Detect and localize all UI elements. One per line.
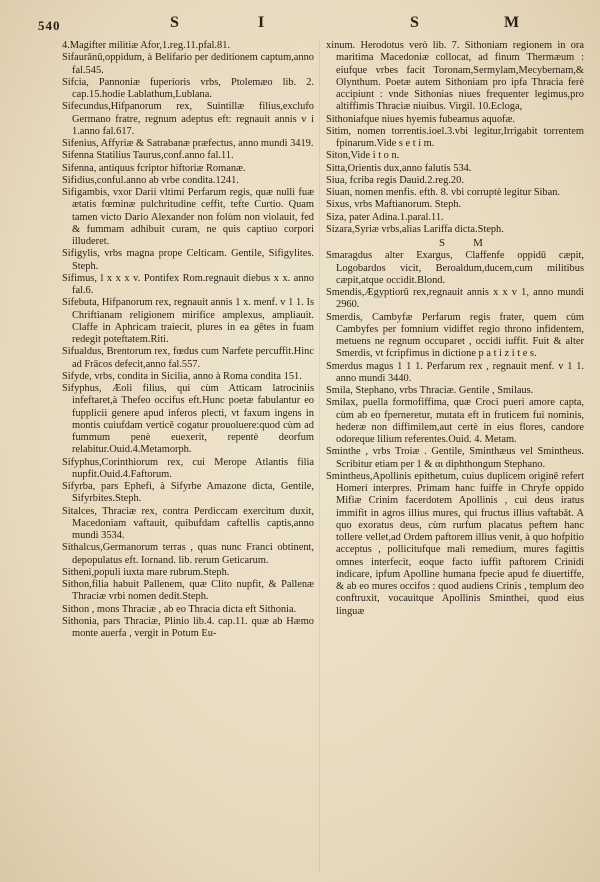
column-gutter [319, 40, 320, 872]
dictionary-entry: Sifenius, Affyriæ & Satrabanæ præfectus, anno mundi 3419. [62, 138, 314, 149]
dictionary-entry: Sifcia, Pannoniæ fuperioris vrbs, Ptolemæo lib. 2. cap.15.hodie Lablathum,Lublana. [62, 76, 314, 100]
dictionary-entry: Sifecundus,Hifpanorum rex, Suintillæ filius,exclufo Germano fratre, regnum adeptus eft: regnauit annis v i 1.anno fal.617. [62, 101, 314, 137]
dictionary-entry: Sifimus, l x x x v. Pontifex Rom.regnauit diebus x x. anno fal.6. [62, 272, 314, 296]
dictionary-entry: Sifyde, vrbs, condita in Sicilia, anno à Roma condita 151. [62, 370, 302, 382]
dictionary-entry: Sithalcus,Germanorum terras , quas nunc Franci obtinent, depopulatus eft. Iornand. lib. rerum Geticarum. [62, 542, 314, 566]
dictionary-entry: Sithon,filia habuit Pallenem, quæ Clito nupfit, & Pallenæ Thraciæ vrbi nomen dedit.Steph. [62, 579, 314, 603]
dictionary-entry: Sifigylis, vrbs magna prope Celticam. Gentile, Sifigylites. Steph. [62, 248, 314, 272]
dictionary-entry: Smerdis, Cambyfæ Perfarum regis frater, quem cùm Cambyfes per fomnium vidiffet regio throno infidentem, metuens ne regnum occuparet , occidi iuffit. Fuit & alter Smerdis, vt fcripfimus in dictione p a t i z i t e s. [326, 311, 584, 360]
dictionary-entry: Smaragdus alter Exargus, Claffenfe oppidū cæpit, Logobardos vicit, Beroaldum,ducem,cum militibus cæpit,atque occidit.Blond. [326, 250, 584, 286]
section-heading-sm [366, 237, 584, 249]
dictionary-entry: Smilax, puella formofiffima, quæ Croci pueri amore capta, cùm ab eo fperneretur, mutata eft in fruticem fui nominis, hederæ non diffimilem,aut certè in eius flores, candore odoreque lilium referentes.Ouid. 4. Metam. [326, 397, 584, 445]
dictionary-entry: Siuan, nomen menfis. efth. 8. vbi corruptè legitur Siban. [326, 187, 561, 198]
left-column [62, 40, 314, 874]
dictionary-entry: Sifidius,conful.anno ab vrbe condita.1241. [62, 174, 239, 186]
right-column-entries-si [326, 40, 584, 236]
dictionary-entry: xinum. Herodotus verò lib. 7. Sithoniam regionem in ora maritima Macedoniæ collocat, ad finum Thermæum : eiufque vrbes facit Toronam,Sermylam,Mecybernam,& Olynthum. Poetæ autem Sithoniam pro ipfa Thracia ferè accipiunt : vnde Sithonias niues frequenter legimus,pro altiffimis Thraciæ niuibus. Virgil. 10.Ecloga, [326, 40, 584, 113]
dictionary-entry: Sitheni,populi iuxta mare rubrum.Steph. [62, 566, 230, 578]
header-letter-left-2: I [258, 14, 266, 31]
dictionary-entry: Smintheus,Apollinis epithetum, cuius duplicem originē refert Homeri interpres. Primam hanc fuiffe in Chryfe oppido Mifiæ Crinim facerdotem Apollinis , cui deus iratus immifit in agros illius mures, qui fructus illius vaftabāt. A quo exoratus deus, cùm rurfum placatus peftem hanc tollere vellet,ad Ordem paftorem illius venit, à quo hofpitio acceptus , pollicitufque mali remedium, mures fagittis omnes interfecit, eoque facto iuffit paftorem Crinidi indicare, ipfum Apolline humana fpecie apud fe diuertiffe, & ab eo mures occifos : quod audiens Crinis , templum deo conftruxit, vocauitque Apollinis Sminthei, quod eius linguæ [326, 470, 584, 617]
header-letter-right-2: M [504, 14, 521, 31]
right-column-entries-sm [326, 250, 584, 618]
page-number: 540 [38, 18, 61, 33]
dictionary-entry: Sifaurānū,oppidum, à Belifario per deditionem captum,anno fal.545. [62, 52, 314, 76]
dictionary-entry: Sifenna, antiquus fcriptor hiftoriæ Romanæ. [62, 162, 246, 174]
dictionary-entry: Sitta,Orientis dux,anno falutis 534. [326, 162, 472, 174]
dictionary-entry: Sithoniafque niues hyemis fubeamus aquofæ. [326, 113, 516, 125]
header-letter-right-1: S [410, 14, 420, 31]
dictionary-entry: Sixus, vrbs Maftianorum. Steph. [326, 199, 462, 211]
dictionary-entry: Siua, fcriba regis Dauid.2.reg.20. [326, 174, 464, 186]
dictionary-entry: Smendis,Ægyptiorū rex,regnauit annis x x v 1, anno mundi 2960. [326, 287, 584, 311]
dictionary-entry: Siton,Vide i t o n. [326, 150, 400, 162]
dictionary-entry: Sitim, nomen torrentis.ioel.3.vbi legitur,Irrigabit torrentem fpinarum.Vide s e t i m. [326, 125, 584, 149]
dictionary-entry: Sithonia, pars Thraciæ, Plinio lib.4. cap.11. quæ ab Hæmo monte auerfa , vergit in Potum Eu- [62, 615, 314, 639]
dictionary-entry: Smila, Stephano, vrbs Thraciæ. Gentile , Smilaus. [326, 385, 534, 396]
dictionary-entry: Sithon , mons Thraciæ , ab eo Thracia dicta eft Sithonia. [62, 603, 297, 615]
right-column [326, 40, 584, 874]
dictionary-entry: Sifyphus,Corinthiorum rex, cui Merope Atlantis filia nupfit.Ouid.4.Faftorum. [62, 456, 314, 480]
dictionary-entry: Sifyphus, Æoli filius, qui cùm Atticam latrociniis infeftaret,à Thefeo occifus eft.Hunc poetæ fabulantur eo fupplicii genere apud inferos plecti, vt faxum ingens in montis cuiufdam verticē cogatur prouoluere:quod cùm ad fummum penè euexerit, repentè deorfum relabitur.Ouid.4.Metamorph. [62, 383, 314, 456]
dictionary-entry: Sifebuta, Hifpanorum rex, regnauit annis 1 x. menf. v 1 1. Is Chriftianam religionem mirifice amplexus, ampliauit. Claffe in Aphricam traiecit, plures in ea gētes in fuam redegit poteftatem.Riti. [62, 297, 314, 345]
page-header [38, 14, 576, 40]
dictionary-entry: Sitalces, Thraciæ rex, contra Perdiccam exercitum duxit, Macedoniam vaftauit, quibufdam caftellis captis,anno mundi 3534. [62, 505, 314, 541]
dictionary-entry: Sifyrba, pars Ephefi, à Sifyrbe Amazone dicta, Gentile, Sifyrbites.Steph. [62, 481, 314, 505]
dictionary-entry: Sminthe , vrbs Troiæ . Gentile, Sminthæus vel Smintheus. Scribitur etiam per 1 & αι diphthongum Stephano. [326, 446, 584, 470]
dictionary-entry: Sifigambis, vxor Darii vltimi Perfarum regis, quæ nulli fuæ ætatis fœminæ pulchritudine ceffit, tefte Curtio. Quam tamen victo Dario Alexander non folùm non violauit, fed & fummam adhibuit curam, ne quis captiuo corpori illuderet. [62, 187, 314, 247]
header-letter-left-1: S [170, 14, 180, 31]
dictionary-entry: Smerdus magus 1 1 1. Perfarum rex , regnauit menf. v 1 1. anno mundi 3440. [326, 360, 584, 384]
dictionary-entry: Sifualdus, Brentorum rex, fœdus cum Narfete percuffit.Hinc ad Frācos defecit,anno fal.557. [62, 346, 314, 370]
section-letter-2: M [473, 237, 511, 249]
dictionary-entry: Siza, pater Adina.1.paral.11. [326, 211, 444, 223]
dictionary-entry: Sizara,Syriæ vrbs,alias Lariffa dicta.Steph. [326, 223, 504, 235]
dictionary-entry: 4.Magifter militiæ Afor,1.reg.11.pfal.81. [62, 40, 231, 51]
dictionary-entry: Sifenna Statilius Taurus,conf.anno fal.11. [62, 150, 234, 162]
section-letter-1: S [439, 237, 474, 249]
